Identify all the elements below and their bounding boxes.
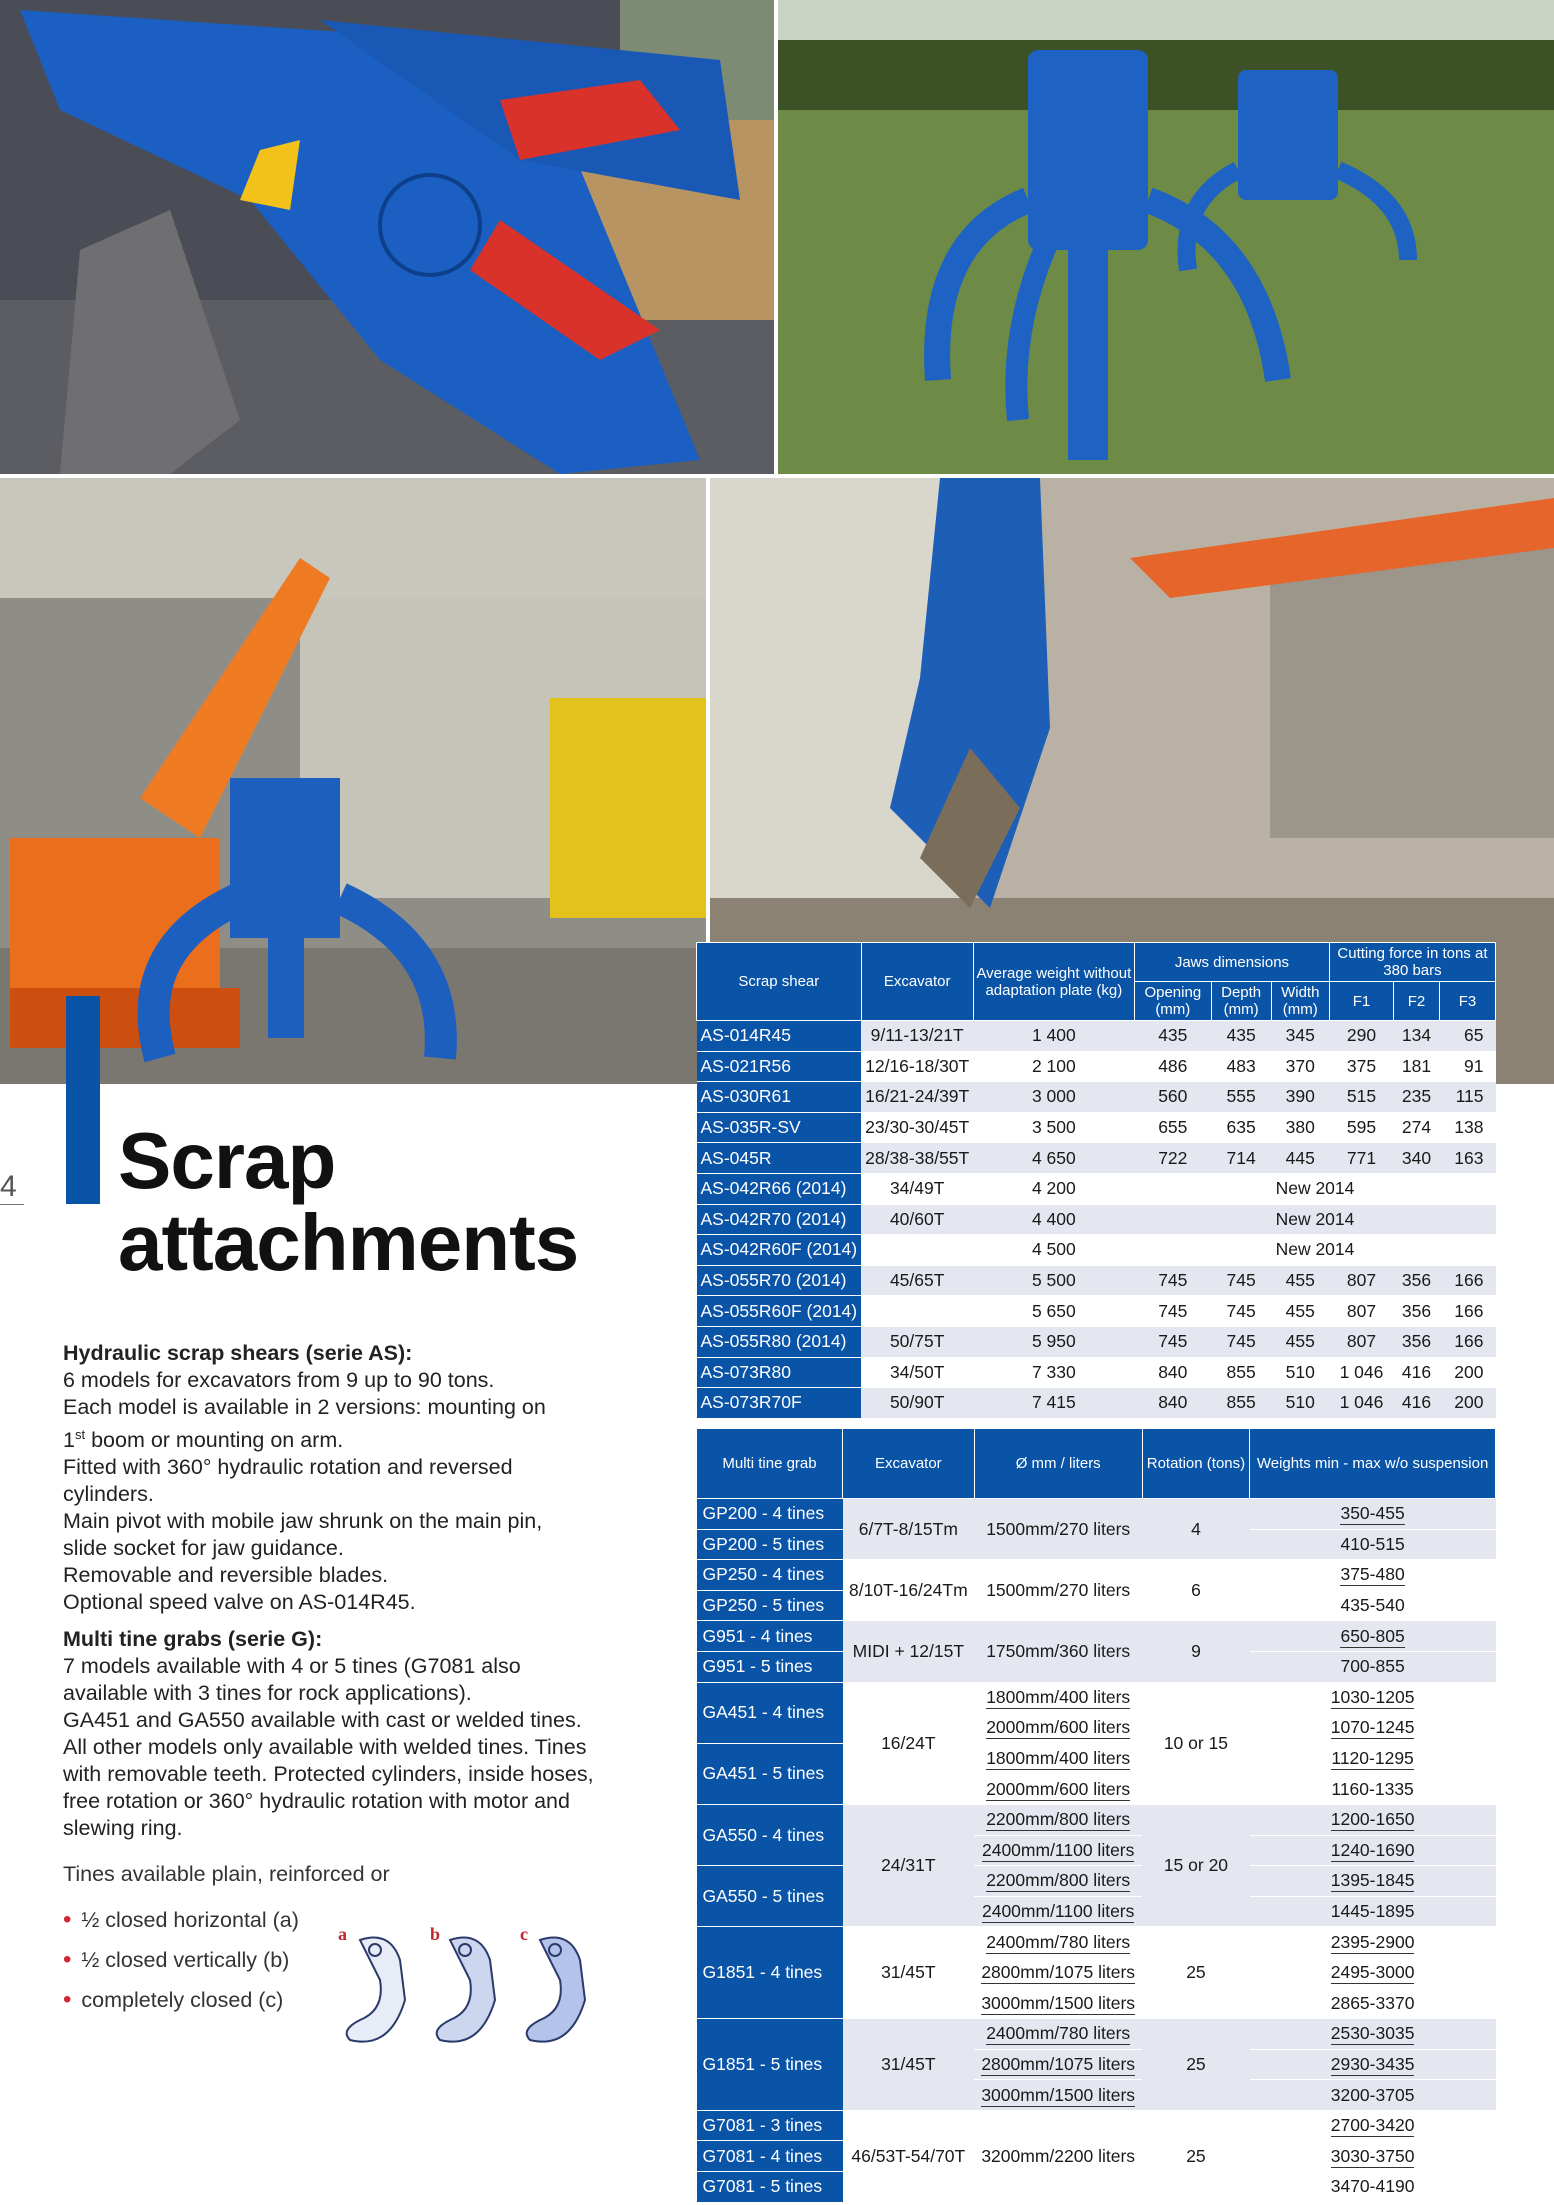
excavator-cell: 16/24T [843,1682,975,1804]
f3-cell: 166 [1440,1296,1496,1327]
opening-cell: 655 [1134,1112,1211,1143]
weights-value: 2700-3420 [1330,2115,1415,2136]
opening-cell: 840 [1134,1357,1211,1388]
table-row [697,1296,1496,1327]
f3-cell: 166 [1440,1326,1496,1357]
multi-tine-grab-photo [778,0,1554,474]
model-cell: G951 - 4 tines [697,1621,843,1652]
weights-value: 350-455 [1340,1503,1405,1524]
volume-cell [974,1988,1142,2019]
rotation-cell: 25 [1142,2110,1249,2202]
excavator-cell: 9/11-13/21T [861,1021,973,1052]
note-cell: New 2014 [1134,1173,1495,1204]
excavator-cell: 40/60T [861,1204,973,1235]
weights-cell [1250,2110,1496,2141]
note-cell: New 2014 [1134,1235,1495,1266]
grabs-line: GA451 and GA550 available with cast or welded tines. [63,1708,582,1733]
model-cell: AS-042R60F (2014) [697,1235,862,1266]
volume-value: 2200mm/800 liters [986,1809,1131,1830]
weights-value: 435-540 [1340,1595,1405,1616]
opening-cell: 435 [1134,1021,1211,1052]
excavator-cell: 50/75T [861,1326,973,1357]
excavator-cell [861,1235,973,1266]
table-row [697,1804,1496,1835]
col-header-grab-volume: Ø mm / liters [974,1429,1142,1499]
f2-cell: 416 [1394,1388,1440,1419]
weights-value: 3200-3705 [1330,2084,1415,2105]
weight-cell: 4 650 [973,1143,1134,1174]
f2-cell: 356 [1394,1265,1440,1296]
model-cell: GA451 - 5 tines [697,1743,843,1804]
model-cell: AS-055R80 (2014) [697,1326,862,1357]
excavator-cell: 31/45T [843,2019,975,2111]
model-cell: GP200 - 4 tines [697,1499,843,1530]
opening-cell: 745 [1134,1265,1211,1296]
note-cell: New 2014 [1134,1204,1495,1235]
model-cell: AS-035R-SV [697,1112,862,1143]
depth-cell: 745 [1211,1265,1271,1296]
volume-cell [974,1896,1142,1927]
depth-cell: 855 [1211,1388,1271,1419]
model-cell: GP200 - 5 tines [697,1529,843,1560]
weight-cell: 1 400 [973,1021,1134,1052]
volume-value: 2400mm/780 liters [986,2023,1131,2044]
weight-cell: 5 950 [973,1326,1134,1357]
weights-cell [1250,1866,1496,1897]
opening-cell: 840 [1134,1388,1211,1419]
model-cell: G951 - 5 tines [697,1651,843,1682]
grabs-line: slewing ring. [63,1816,183,1841]
weights-value: 1120-1295 [1331,1748,1414,1769]
opening-cell: 560 [1134,1082,1211,1113]
col-header-grab-rotation: Rotation (tons) [1142,1429,1249,1499]
weights-cell [1250,1651,1496,1682]
width-cell: 455 [1271,1326,1329,1357]
volume-value: 2000mm/600 liters [986,1717,1131,1738]
width-cell: 380 [1271,1112,1329,1143]
volume-value: 3200mm/2200 liters [981,2145,1136,2166]
volume-cell [974,1835,1142,1866]
weights-cell [1250,1713,1496,1744]
col-header-grab-excavator: Excavator [843,1429,975,1499]
tine-option: • ½ closed vertically (b) [63,1940,299,1980]
tine-option: • completely closed (c) [63,1980,299,2020]
shears-line: 6 models for excavators from 9 up to 90 tons. [63,1368,495,1392]
weights-value: 1445-1895 [1330,1901,1415,1922]
table-row [697,1866,1496,1897]
weights-value: 1030-1205 [1330,1686,1415,1707]
col-header-opening: Opening (mm) [1134,982,1211,1021]
weights-value: 2865-3370 [1330,1992,1415,2013]
f2-cell: 356 [1394,1296,1440,1327]
model-cell: GA451 - 4 tines [697,1682,843,1743]
col-header-model: Scrap shear [697,943,862,1021]
opening-cell: 745 [1134,1296,1211,1327]
weight-cell: 4 500 [973,1235,1134,1266]
weights-value: 2395-2900 [1330,1931,1415,1952]
depth-cell: 714 [1211,1143,1271,1174]
col-header-width: Width (mm) [1271,982,1329,1021]
weights-value: 2930-3435 [1330,2053,1415,2074]
excavator-cell: 8/10T-16/24Tm [843,1560,975,1621]
table-row [697,2019,1496,2050]
volume-cell [974,1957,1142,1988]
rotation-cell: 4 [1142,1499,1249,1560]
model-cell: AS-042R70 (2014) [697,1204,862,1235]
weight-cell: 4 400 [973,1204,1134,1235]
volume-value: 3000mm/1500 liters [981,2084,1136,2105]
table-row [697,1051,1496,1082]
grabs-line: 7 models available with 4 or 5 tines (G7081 also [63,1654,521,1679]
f2-cell: 134 [1394,1021,1440,1052]
rotation-cell: 10 or 15 [1142,1682,1249,1804]
shears-line: slide socket for jaw guidance. [63,1536,344,1561]
col-header-jaws: Jaws dimensions [1134,943,1329,982]
depth-cell: 745 [1211,1296,1271,1327]
weight-cell: 5 500 [973,1265,1134,1296]
f1-cell: 807 [1329,1265,1393,1296]
table-row [697,1499,1496,1530]
col-header-excavator: Excavator [861,943,973,1021]
table-row [697,1388,1496,1419]
model-cell: GP250 - 5 tines [697,1590,843,1621]
f1-cell: 290 [1329,1021,1393,1052]
col-header-grab-model: Multi tine grab [697,1429,843,1499]
f3-cell: 200 [1440,1388,1496,1419]
f1-cell: 595 [1329,1112,1393,1143]
rotation-cell: 15 or 20 [1142,1804,1249,1926]
excavator-cell: 23/30-30/45T [861,1112,973,1143]
excavator-cell: 12/16-18/30T [861,1051,973,1082]
depth-cell: 855 [1211,1357,1271,1388]
volume-value: 1500mm/270 liters [986,1579,1131,1600]
excavator-cell: 24/31T [843,1804,975,1926]
weights-cell [1250,2019,1496,2050]
weights-value: 1160-1335 [1331,1778,1414,1799]
weights-cell [1250,1927,1496,1958]
excavator-cell: 34/49T [861,1173,973,1204]
model-cell: AS-021R56 [697,1051,862,1082]
volume-value: 3000mm/1500 liters [981,1992,1136,2013]
f1-cell: 375 [1329,1051,1393,1082]
opening-cell: 722 [1134,1143,1211,1174]
model-cell: GA550 - 5 tines [697,1866,843,1927]
col-header-grab-weights: Weights min - max w/o suspension [1250,1429,1496,1499]
model-cell: AS-055R70 (2014) [697,1265,862,1296]
opening-cell: 745 [1134,1326,1211,1357]
excavator-cell: 28/38-38/55T [861,1143,973,1174]
weights-cell [1250,1621,1496,1652]
f2-cell: 235 [1394,1082,1440,1113]
f3-cell: 166 [1440,1265,1496,1296]
figure-label-b: b [430,1924,441,1944]
excavator-with-grab-photo [0,478,706,1084]
weights-value: 1395-1845 [1330,1870,1415,1891]
weights-cell [1250,1590,1496,1621]
f3-cell: 200 [1440,1357,1496,1388]
model-cell: GP250 - 4 tines [697,1560,843,1591]
width-cell: 390 [1271,1082,1329,1113]
volume-cell [974,2019,1142,2050]
rotation-cell: 25 [1142,1927,1249,2019]
depth-cell: 483 [1211,1051,1271,1082]
table-row [697,1235,1496,1266]
weights-value: 2530-3035 [1330,2023,1415,2044]
weights-cell [1250,2172,1496,2203]
volume-cell [974,1804,1142,1835]
excavator-cell: 45/65T [861,1265,973,1296]
weights-cell [1250,1957,1496,1988]
f2-cell: 356 [1394,1326,1440,1357]
table-row [697,1560,1496,1591]
table-row [697,1621,1496,1652]
volume-cell [974,1927,1142,1958]
f3-cell: 138 [1440,1112,1496,1143]
excavator-cell: 6/7T-8/15Tm [843,1499,975,1560]
table-row [697,1173,1496,1204]
model-cell: AS-073R70F [697,1388,862,1419]
model-cell: AS-045R [697,1143,862,1174]
weights-cell [1250,2141,1496,2172]
col-header-f3: F3 [1440,982,1496,1021]
grabs-line: with removable teeth. Protected cylinders, inside hoses, [63,1762,594,1787]
model-cell: AS-055R60F (2014) [697,1296,862,1327]
width-cell: 510 [1271,1357,1329,1388]
volume-cell [974,1713,1142,1744]
model-cell: AS-042R66 (2014) [697,1173,862,1204]
model-cell: AS-014R45 [697,1021,862,1052]
weight-cell: 3 000 [973,1082,1134,1113]
weights-cell [1250,1774,1496,1805]
volume-value: 2000mm/600 liters [986,1778,1131,1799]
width-cell: 345 [1271,1021,1329,1052]
grabs-line: All other models only available with welded tines. Tines [63,1735,587,1760]
volume-value: 2400mm/1100 liters [981,1901,1135,1922]
volume-value: 2400mm/780 liters [986,1931,1131,1952]
width-cell: 455 [1271,1296,1329,1327]
shears-line: 1st boom or mounting on arm. [63,1427,344,1453]
weights-value: 3470-4190 [1330,2176,1415,2197]
model-cell: G7081 - 4 tines [697,2141,843,2172]
width-cell: 370 [1271,1051,1329,1082]
excavator-cell: 50/90T [861,1388,973,1419]
weights-value: 1070-1245 [1330,1717,1415,1738]
title-line-1: Scrap [118,1116,336,1205]
volume-value: 2800mm/1075 liters [981,1962,1136,1983]
f1-cell: 515 [1329,1082,1393,1113]
table-row [697,1682,1496,1713]
tine-option: • ½ closed horizontal (a) [63,1900,299,1940]
model-cell: AS-073R80 [697,1357,862,1388]
rotation-cell: 6 [1142,1560,1249,1621]
f2-cell: 416 [1394,1357,1440,1388]
weight-cell: 3 500 [973,1112,1134,1143]
shear-table-body [697,1021,1496,1419]
excavator-cell: 16/21-24/39T [861,1082,973,1113]
weights-cell [1250,1560,1496,1591]
f1-cell: 807 [1329,1296,1393,1327]
volume-value: 1500mm/270 liters [986,1518,1131,1539]
excavator-cell: 34/50T [861,1357,973,1388]
weights-cell [1250,1743,1496,1774]
volume-cell [974,1743,1142,1774]
weight-cell: 7 415 [973,1388,1134,1419]
tine-shapes-figure [330,1920,620,2070]
tine-shape-c [520,1924,585,2042]
page-title [118,1116,579,1287]
volume-value: 2400mm/1100 liters [981,1839,1135,1860]
weights-cell [1250,2080,1496,2111]
weights-value: 650-805 [1340,1625,1405,1646]
f2-cell: 181 [1394,1051,1440,1082]
rotation-cell: 9 [1142,1621,1249,1682]
weights-value: 700-855 [1340,1656,1405,1677]
model-cell: AS-030R61 [697,1082,862,1113]
weights-value: 410-515 [1340,1533,1405,1554]
volume-cell [974,2110,1142,2202]
tine-shape-a [338,1924,405,2042]
figure-label-c: c [520,1924,528,1944]
table-row [697,1021,1496,1052]
col-header-depth: Depth (mm) [1211,982,1271,1021]
weights-cell [1250,1529,1496,1560]
weights-cell [1250,1835,1496,1866]
table-row [697,2110,1496,2141]
table-row [697,1265,1496,1296]
scrap-shear-table [696,942,1496,1419]
weights-cell [1250,1896,1496,1927]
shears-line: cylinders. [63,1482,154,1507]
shears-line: Removable and reversible blades. [63,1563,389,1588]
grabs-line: available with 3 tines for rock applications). [63,1681,472,1706]
width-cell: 455 [1271,1265,1329,1296]
f1-cell: 1 046 [1329,1388,1393,1419]
weight-cell: 2 100 [973,1051,1134,1082]
volume-cell [974,2049,1142,2080]
multi-tine-grab-table [696,1428,1496,2203]
shears-line: Optional speed valve on AS-014R45. [63,1590,416,1615]
model-cell: G7081 - 3 tines [697,2110,843,2141]
scrap-shear-photo [0,0,774,474]
table-row [697,1112,1496,1143]
volume-cell [974,1774,1142,1805]
model-cell: G7081 - 5 tines [697,2172,843,2203]
excavator-cell [861,1296,973,1327]
table-row [697,1326,1496,1357]
volume-value: 1750mm/360 liters [986,1640,1131,1661]
page-number: 4 [0,1170,24,1205]
f1-cell: 807 [1329,1326,1393,1357]
description-text [63,1340,653,1842]
width-cell: 445 [1271,1143,1329,1174]
volume-value: 2200mm/800 liters [986,1870,1131,1891]
table-row [697,1143,1496,1174]
excavator-cell: 31/45T [843,1927,975,2019]
weights-value: 2495-3000 [1330,1962,1415,1983]
depth-cell: 745 [1211,1326,1271,1357]
title-accent-bar [66,996,100,1204]
excavator-cell: 46/53T-54/70T [843,2110,975,2202]
grab-table-body [697,1499,1496,2203]
f1-cell: 771 [1329,1143,1393,1174]
volume-cell [974,1621,1142,1682]
f3-cell: 163 [1440,1143,1496,1174]
table-row [697,1082,1496,1113]
volume-cell [974,2080,1142,2111]
volume-cell [974,1499,1142,1560]
tine-options-list [63,1900,299,2020]
weights-value: 3030-3750 [1330,2145,1415,2166]
col-header-f1: F1 [1329,982,1393,1021]
volume-cell [974,1560,1142,1621]
grabs-line: free rotation or 360° hydraulic rotation with motor and [63,1789,570,1814]
weight-cell: 7 330 [973,1357,1134,1388]
weights-value: 1240-1690 [1330,1839,1415,1860]
model-cell: GA550 - 4 tines [697,1804,843,1865]
weights-cell [1250,1682,1496,1713]
f2-cell: 274 [1394,1112,1440,1143]
shears-line: Each model is available in 2 versions: mounting on [63,1395,546,1419]
weights-value: 1200-1650 [1330,1809,1415,1830]
weights-cell [1250,1499,1496,1530]
figure-label-a: a [338,1924,347,1944]
weight-cell: 5 650 [973,1296,1134,1327]
depth-cell: 635 [1211,1112,1271,1143]
table-row [697,1357,1496,1388]
depth-cell: 435 [1211,1021,1271,1052]
grabs-heading: Multi tine grabs (serie G): [63,1627,323,1652]
table-row [697,1743,1496,1774]
weight-cell: 4 200 [973,1173,1134,1204]
f3-cell: 91 [1440,1051,1496,1082]
volume-value: 1800mm/400 liters [986,1748,1131,1769]
weights-cell [1250,1804,1496,1835]
volume-cell [974,1866,1142,1897]
weights-cell [1250,2049,1496,2080]
volume-value: 2800mm/1075 liters [981,2053,1136,2074]
f3-cell: 115 [1440,1082,1496,1113]
f3-cell: 65 [1440,1021,1496,1052]
depth-cell: 555 [1211,1082,1271,1113]
f1-cell: 1 046 [1329,1357,1393,1388]
table-row [697,1927,1496,1958]
shears-line: Main pivot with mobile jaw shrunk on the main pin, [63,1509,543,1534]
shears-line: Fitted with 360° hydraulic rotation and reversed [63,1455,513,1480]
width-cell: 510 [1271,1388,1329,1419]
weights-cell [1250,1988,1496,2019]
tines-intro: Tines available plain, reinforced or [63,1862,390,1886]
opening-cell: 486 [1134,1051,1211,1082]
col-header-weight: Average weight without adaptation plate (kg) [973,943,1134,1021]
volume-cell [974,1682,1142,1713]
excavator-cell: MIDI + 12/15T [843,1621,975,1682]
tine-shape-b [430,1924,495,2042]
model-cell: G1851 - 4 tines [697,1927,843,2019]
col-header-force: Cutting force in tons at 380 bars [1329,943,1495,982]
f2-cell: 340 [1394,1143,1440,1174]
rotation-cell: 25 [1142,2019,1249,2111]
table-row [697,1204,1496,1235]
model-cell: G1851 - 5 tines [697,2019,843,2111]
col-header-f2: F2 [1394,982,1440,1021]
weights-value: 375-480 [1340,1564,1405,1585]
shears-heading: Hydraulic scrap shears (serie AS): [63,1341,413,1365]
volume-value: 1800mm/400 liters [986,1686,1131,1707]
title-line-2: attachments [118,1198,579,1287]
